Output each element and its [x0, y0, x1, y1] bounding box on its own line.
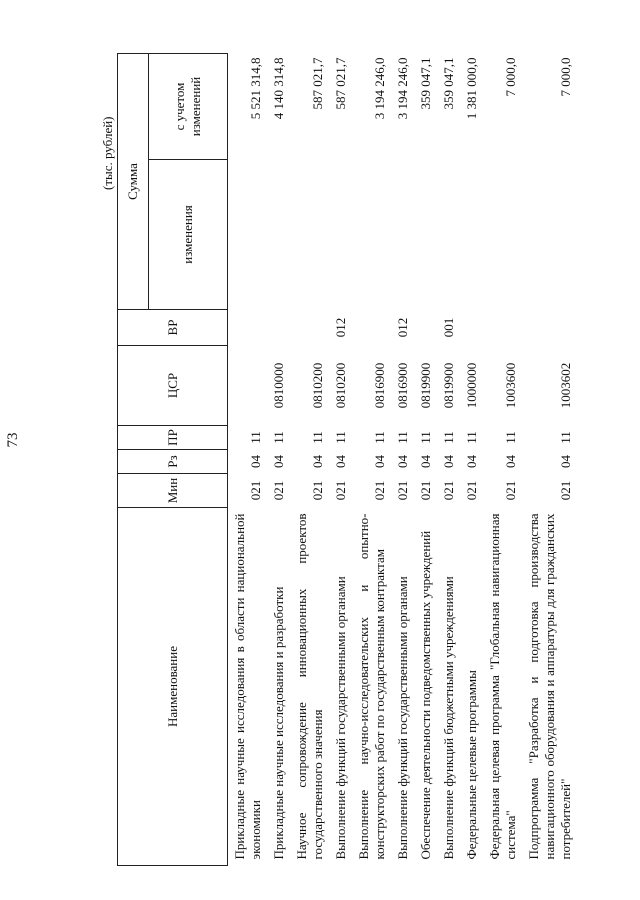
row-total: 7 000,0 — [503, 57, 518, 97]
header-pr: ПР — [118, 426, 228, 450]
row-name: Прикладные научные исследования в области национальной экономики — [232, 513, 263, 860]
row-csr: 0810200 — [333, 362, 348, 409]
header-sum: Сумма — [118, 54, 149, 310]
row-vr — [228, 310, 268, 346]
table-body — [228, 54, 578, 866]
row-pr: 11 — [372, 431, 387, 444]
row-rz: 04 — [310, 455, 325, 468]
row-name: Выполнение функций государственными органами — [395, 576, 410, 860]
row-pr: 11 — [395, 431, 410, 444]
header-csr: ЦСР — [118, 346, 228, 426]
row-total: 7 000,0 — [558, 57, 573, 97]
row-pr: 11 — [271, 431, 286, 444]
table-row — [414, 54, 437, 866]
row-name: Федеральные целевые программы — [464, 670, 479, 860]
row-changes — [483, 160, 522, 310]
table-row — [522, 54, 577, 866]
row-changes — [522, 160, 577, 310]
row-min: 021 — [441, 480, 456, 501]
row-name: Выполнение функций государственными органами — [333, 576, 348, 860]
row-changes — [329, 160, 352, 310]
row-rz: 04 — [271, 455, 286, 468]
row-vr — [414, 310, 437, 346]
header-rz: Рз — [118, 450, 228, 474]
row-total: 359 047,1 — [441, 57, 456, 110]
row-vr — [352, 310, 391, 346]
row-total: 3 194 246,0 — [372, 57, 387, 120]
row-csr: 0819900 — [441, 362, 456, 409]
row-total: 3 194 246,0 — [395, 57, 410, 120]
row-rz: 04 — [248, 455, 263, 468]
row-min: 021 — [464, 480, 479, 501]
header-name: Наименование — [118, 508, 228, 866]
header-changes: изменения — [149, 160, 228, 310]
row-changes — [228, 160, 268, 310]
row-rz: 04 — [558, 455, 573, 468]
row-min: 021 — [418, 480, 433, 501]
row-csr — [228, 346, 268, 426]
table-row — [483, 54, 522, 866]
row-changes — [267, 160, 290, 310]
row-csr: 0810200 — [310, 362, 325, 409]
row-vr — [290, 310, 329, 346]
row-csr: 1003600 — [503, 362, 518, 409]
row-rz: 04 — [464, 455, 479, 468]
table-row — [352, 54, 391, 866]
row-name: Выполнение научно-исследовательских и опытно-конструкторских работ по государственным контрактам — [356, 513, 387, 860]
row-csr: 0819900 — [418, 362, 433, 409]
row-min: 021 — [333, 480, 348, 501]
row-min: 021 — [310, 480, 325, 501]
row-vr — [522, 310, 577, 346]
row-total: 587 021,7 — [310, 57, 325, 110]
table-row — [267, 54, 290, 866]
row-pr: 11 — [464, 431, 479, 444]
row-csr: 1003602 — [558, 362, 573, 409]
row-rz: 04 — [395, 455, 410, 468]
row-changes — [460, 160, 483, 310]
table-row — [329, 54, 352, 866]
header-min: Мин — [118, 474, 228, 508]
row-total: 5 521 314,8 — [248, 57, 263, 120]
row-total: 359 047,1 — [418, 57, 433, 110]
row-rz: 04 — [418, 455, 433, 468]
row-name: Выполнение функций бюджетными учреждениями — [441, 576, 456, 860]
row-min: 021 — [395, 480, 410, 501]
row-csr: 1000000 — [464, 362, 479, 409]
row-csr: 0816900 — [372, 362, 387, 409]
row-rz: 04 — [441, 455, 456, 468]
row-min: 021 — [372, 480, 387, 501]
table-row — [391, 54, 414, 866]
row-name: Подпрограмма "Разработка и подготовка производства навигационного оборудования и аппаратуры для гражданских потребителей" — [526, 513, 573, 860]
row-min: 021 — [248, 480, 263, 501]
row-csr: 0816900 — [395, 362, 410, 409]
header-vr: ВР — [118, 310, 228, 346]
row-changes — [352, 160, 391, 310]
row-name: Федеральная целевая программа "Глобальная навигационная система" — [487, 513, 518, 860]
row-name: Обеспечение деятельности подведомственных учреждений — [418, 530, 433, 860]
row-total: 587 021,7 — [333, 57, 348, 110]
row-total: 4 140 314,8 — [271, 57, 286, 120]
row-changes — [437, 160, 460, 310]
table-row — [437, 54, 460, 866]
row-pr: 11 — [418, 431, 433, 444]
header-with-changes: с учетом изменений — [149, 54, 228, 160]
row-vr: 012 — [395, 317, 410, 338]
row-name: Научное сопровождение инновационных проектов государственного значения — [294, 513, 325, 860]
table-row — [290, 54, 329, 866]
row-pr: 11 — [558, 431, 573, 444]
row-pr: 11 — [248, 431, 263, 444]
row-min: 021 — [271, 480, 286, 501]
row-min: 021 — [503, 480, 518, 501]
row-pr: 11 — [310, 431, 325, 444]
row-vr — [483, 310, 522, 346]
row-total: 1 381 000,0 — [464, 57, 479, 120]
row-name: Прикладные научные исследования и разработки — [271, 586, 286, 860]
row-changes — [290, 160, 329, 310]
row-pr: 11 — [441, 431, 456, 444]
row-vr — [460, 310, 483, 346]
row-vr: 012 — [333, 317, 348, 338]
row-changes — [414, 160, 437, 310]
row-csr: 0810000 — [271, 362, 286, 409]
units-note: (тыс. рублей) — [100, 116, 115, 190]
budget-table — [117, 53, 577, 866]
page-number: 73 — [5, 432, 21, 448]
row-rz: 04 — [333, 455, 348, 468]
row-changes — [391, 160, 414, 310]
header-row — [118, 54, 149, 866]
row-rz: 04 — [503, 455, 518, 468]
table-row — [228, 54, 268, 866]
table-row — [460, 54, 483, 866]
row-vr: 001 — [441, 317, 456, 338]
row-rz: 04 — [372, 455, 387, 468]
row-pr: 11 — [333, 431, 348, 444]
row-pr: 11 — [503, 431, 518, 444]
row-min: 021 — [558, 480, 573, 501]
row-vr — [267, 310, 290, 346]
